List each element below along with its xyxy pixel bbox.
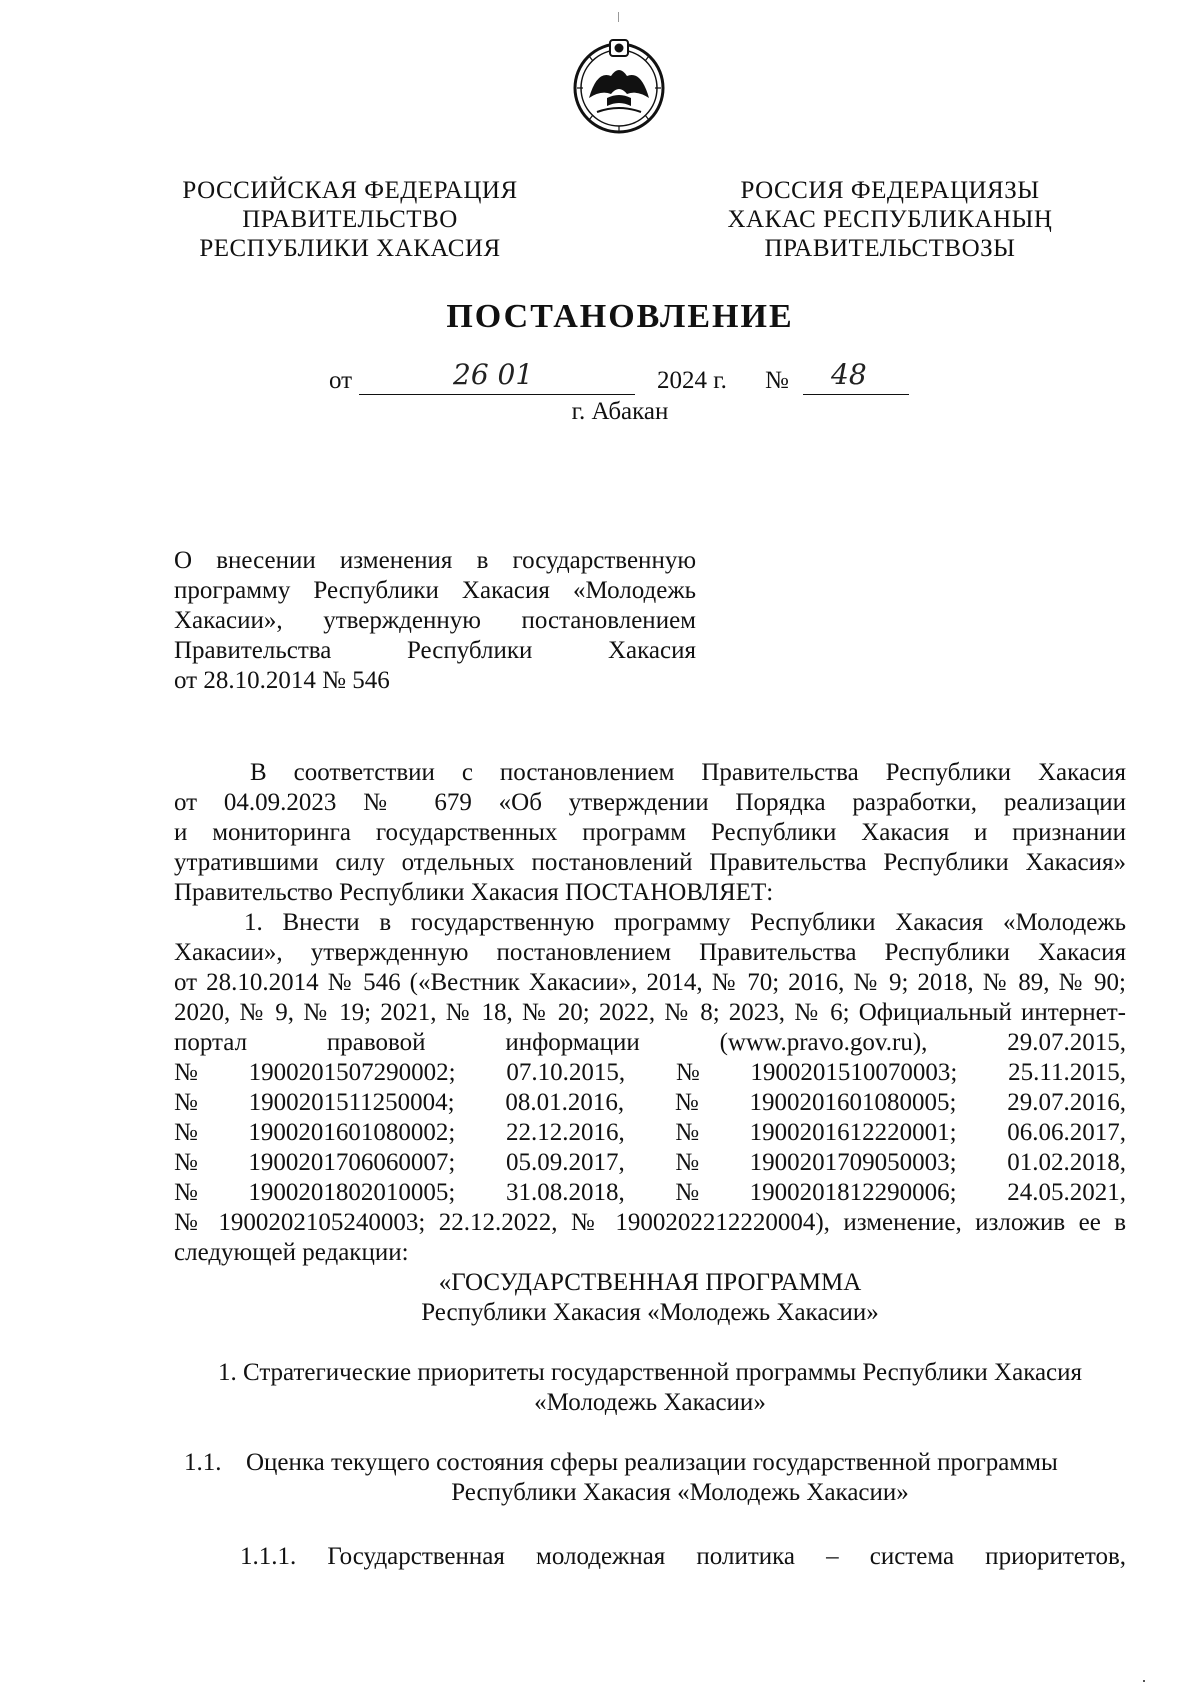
- reg-cell: 1900201601080002;: [248, 1119, 456, 1146]
- handwritten-number: 48: [831, 358, 867, 391]
- reg-cell: 29.07.2016,: [1007, 1089, 1126, 1116]
- reg-cell: №: [675, 1149, 700, 1176]
- subject-line: Правительства Республики Хакасия: [174, 637, 696, 664]
- from-label: от: [329, 367, 353, 394]
- header-right-line-1: РОССИЯ ФЕДЕРАЦИЯЗЫ: [740, 177, 1040, 204]
- intro-line: и мониторинга государственных программ Республики Хакасия и признании: [174, 819, 1126, 846]
- reg-cell: 1900201511250004;: [248, 1089, 455, 1116]
- header-left-line-3: РЕСПУБЛИКИ ХАКАСИЯ: [199, 235, 501, 262]
- subject-line: от 28.10.2014 № 546: [174, 667, 390, 694]
- reg-cell: 06.06.2017,: [1007, 1119, 1126, 1146]
- reg-cell: 1900201706060007;: [248, 1149, 456, 1176]
- reg-cell: 05.09.2017,: [505, 1149, 625, 1176]
- document-title: ПОСТАНОВЛЕНИЕ: [446, 298, 794, 335]
- program-title-line: «ГОСУДАРСТВЕННАЯ ПРОГРАММА: [438, 1269, 862, 1296]
- intro-line: В соответствии с постановлением Правительства Республики Хакасия: [250, 759, 1126, 786]
- registration-row: [174, 1058, 1126, 1088]
- handwritten-date: 26 01: [453, 358, 534, 391]
- reg-cell: 24.05.2021,: [1007, 1179, 1126, 1206]
- registration-row: [174, 1178, 1126, 1208]
- coat-of-arms-emblem: [567, 34, 671, 138]
- intro-line: утратившими силу отдельных постановлений Правительства Республики Хакасия»: [174, 849, 1126, 876]
- section-heading-1-cont: «Молодежь Хакасии»: [534, 1389, 766, 1416]
- item1-line: 1. Внести в государственную программу Республики Хакасия «Молодежь: [244, 909, 1126, 936]
- tail-line: следующей редакции:: [174, 1239, 409, 1266]
- reg-cell: №: [174, 1059, 198, 1086]
- number-underline: [803, 394, 909, 395]
- reg-cell: 1900201802010005;: [248, 1179, 456, 1206]
- item1-line: от 28.10.2014 № 546 («Вестник Хакасии», 2014, № 70; 2016, № 9; 2018, № 89, № 90;: [174, 969, 1126, 996]
- header-right-block: [720, 176, 1060, 263]
- document-body: [174, 758, 1126, 1572]
- program-title-line: Республики Хакасия «Молодежь Хакасии»: [421, 1299, 879, 1326]
- section-heading-1-1-cont: Республики Хакасия «Молодежь Хакасии»: [451, 1479, 909, 1506]
- item1-line: 2020, № 9, № 19; 2021, № 18, № 20; 2022, № 8; 2023, № 6; Официальный интернет-: [174, 999, 1126, 1026]
- reg-cell: 1900201510070003;: [750, 1059, 958, 1086]
- reg-cell: 1900201601080005;: [749, 1089, 957, 1116]
- portal-word: 29.07.2015,: [1007, 1029, 1126, 1056]
- reg-cell: 22.12.2016,: [505, 1119, 625, 1146]
- section-heading-1: 1. Стратегические приоритеты государственной программы Республики Хакасия: [217, 1359, 1083, 1386]
- scan-mark: [618, 12, 619, 22]
- reg-cell: №: [674, 1089, 699, 1116]
- section-heading-1-1: [174, 1448, 1126, 1478]
- portal-word: портал: [174, 1029, 248, 1056]
- registration-row: [174, 1148, 1126, 1178]
- reg-cell: 31.08.2018,: [505, 1179, 625, 1206]
- reg-cell: №: [675, 1119, 700, 1146]
- spacer: [174, 1508, 1126, 1538]
- reg-cell: №: [174, 1089, 198, 1116]
- portal-word: правовой: [326, 1029, 426, 1056]
- portal-row: [174, 1028, 1126, 1058]
- intro-line: от 04.09.2023 № 679 «Об утверждении Порядка разработки, реализации: [174, 789, 1126, 816]
- reg-cell: 25.11.2015,: [1008, 1059, 1126, 1086]
- header-right-line-2: ХАКАС РЕСПУБЛИКАНЫҢ: [727, 206, 1053, 233]
- subject-line: О внесении изменения в государственную: [174, 547, 696, 574]
- subject-line: Хакасии», утвержденную постановлением: [174, 607, 696, 634]
- reg-cell: №: [675, 1059, 700, 1086]
- header-left-block: [180, 176, 520, 263]
- reg-cell: 08.01.2016,: [505, 1089, 625, 1116]
- year-label: 2024 г.: [657, 367, 727, 394]
- number-label: №: [765, 367, 789, 394]
- registration-row: [174, 1118, 1126, 1148]
- reg-cell: 1900201709050003;: [749, 1149, 957, 1176]
- portal-word: информации: [505, 1029, 640, 1056]
- section-number: 1.1.: [184, 1449, 222, 1476]
- spacer: [174, 1418, 1126, 1448]
- item1-line: Хакасии», утвержденную постановлением Правительства Республики Хакасия: [174, 939, 1126, 966]
- reg-cell: 07.10.2015,: [506, 1059, 626, 1086]
- reg-cell: №: [174, 1149, 198, 1176]
- reg-cell: №: [174, 1119, 198, 1146]
- header-left-line-2: ПРАВИТЕЛЬСТВО: [242, 206, 458, 233]
- tail-line: № 1900202105240003; 22.12.2022, № 1900202212220004), изменение, изложив ее в: [174, 1209, 1126, 1236]
- reg-cell: 01.02.2018,: [1007, 1149, 1126, 1176]
- date-underline: [359, 394, 635, 395]
- registration-row: [174, 1088, 1126, 1118]
- reg-cell: №: [675, 1179, 700, 1206]
- subject-line: программу Республики Хакасия «Молодежь: [174, 577, 696, 604]
- intro-line: Правительство Республики Хакасия ПОСТАНОВЛЯЕТ:: [174, 879, 774, 906]
- scan-mark: [1143, 1680, 1145, 1682]
- reg-cell: 1900201612220001;: [749, 1119, 957, 1146]
- paragraph-1-1-1: 1.1.1. Государственная молодежная политика – система приоритетов,: [240, 1543, 1126, 1570]
- header-left-line-1: РОССИЙСКАЯ ФЕДЕРАЦИЯ: [182, 177, 518, 204]
- spacer: [174, 1328, 1126, 1358]
- section-heading-text: Оценка текущего состояния сферы реализации государственной программы: [246, 1449, 1058, 1476]
- reg-cell: 1900201812290006;: [749, 1179, 957, 1206]
- portal-word: (www.pravo.gov.ru),: [719, 1029, 928, 1056]
- subject-block: [174, 546, 696, 696]
- header-right-line-3: ПРАВИТЕЛЬСТВОЗЫ: [764, 235, 1016, 262]
- reg-cell: 1900201507290002;: [248, 1059, 456, 1086]
- reg-cell: №: [174, 1179, 198, 1206]
- city-label: г. Абакан: [571, 398, 669, 425]
